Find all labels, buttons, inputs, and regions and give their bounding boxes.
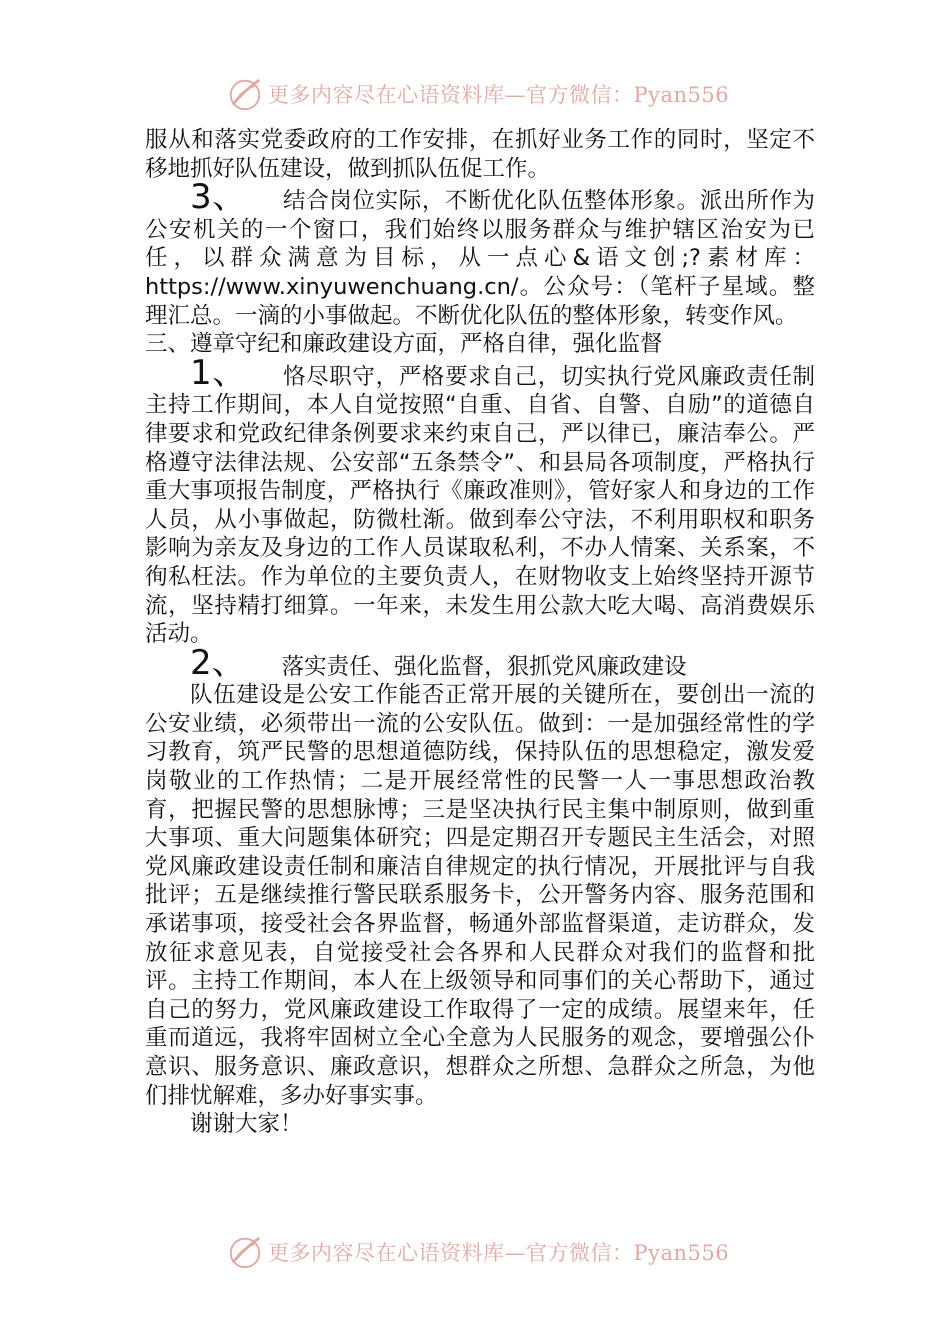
numbered-paragraph: [145, 177, 815, 330]
closing-line: 谢谢大家！: [190, 1111, 303, 1138]
footer-watermark: [226, 1232, 729, 1272]
header-watermark: [226, 74, 729, 114]
watermark-text: 更多内容尽在心语资料库—官方微信：Pyan556: [268, 83, 730, 107]
paragraph-text: 落实责任、强化监督，狠抓党风廉政建设: [281, 653, 687, 680]
paragraph-text: 恪尽职守，严格要求自己，切实执行党风廉政责任制主持工作期间，本人自觉按照“自重、自省、自警、自励”的道德自律要求和党政纪律条例要求来约束自己，严以律已，廉洁奉公。严格遵守法律法规、公安部“五条禁令”、和县局各项制度，严格执行重大事项报告制度，严格执行《廉政准则》，管好家人和身边的工作人员，从小事做起，防微杜渐。做到奉公守法，不利用职权和职务影响为亲友及身边的工作人员谋取私利，不办人情案、关系案，不徇私枉法。作为单位的主要负责人，在财物收支上始终坚持开源节流，坚持精打细算。一年来，未发生用公款大吃大喝、高消费娱乐活动。: [145, 363, 815, 648]
pen-logo-icon: [226, 75, 264, 113]
document-body: [145, 126, 815, 1139]
numbered-paragraph: [145, 642, 815, 683]
section-heading: 三、遵章守纪和廉政建设方面，严格自律，强化监督: [145, 331, 663, 358]
paragraph-text: 结合岗位实际，不断优化队伍整体形象。派出所作为公安机关的一个窗口，我们始终以服务群众与维护辖区治安为已任，以群众满意为目标，从一点心&语文创;?素材库：https://www.xinyuwenchuang.cn/。公众号：（笔杆子星域。整理汇总。一滴的小事做起。不断优化队伍的整体形象，转变作风。: [145, 188, 815, 329]
paragraph: 服从和落实党委政府的工作安排，在抓好业务工作的同时，坚定不移地抓好队伍建设，做到抓队伍促工作。: [145, 127, 815, 182]
item-number: 1、: [190, 352, 247, 393]
pen-logo-icon: [226, 1233, 264, 1271]
numbered-paragraph: [145, 352, 815, 649]
paragraph: 队伍建设是公安工作能否正常开展的关键所在，要创出一流的公安业绩，必须带出一流的公安队伍。做到：一是加强经常性的学习教育，筑严民警的思想道德防线，保持队伍的思想稳定，激发爱岗敬业的工作热情；二是开展经常性的民警一人一事思想政治教育，把握民警的思想脉博；三是坚决执行民主集中制原则，做到重大事项、重大问题集体研究；四是定期召开专题民主生活会，对照党风廉政建设责任制和廉洁自律规定的执行情况，开展批评与自我批评；五是继续推行警民联系服务卡，公开警务内容、服务范围和承诺事项，接受社会各界监督，畅通外部监督渠道，走访群众，发放征求意见表，自觉接受社会各界和人民群众对我们的监督和批评。主持工作期间，本人在上级领导和同事们的关心帮助下，通过自己的努力，党风廉政建设工作取得了一定的成绩。展望来年，任重而道远，我将牢固树立全心全意为人民服务的观念，要增强公仆意识、服务意识、廉政意识，想群众之所想、急群众之所急，为他们排忧解难，多办好事实事。: [145, 682, 815, 1109]
item-number: 3、: [190, 177, 247, 218]
watermark-text: 更多内容尽在心语资料库—官方微信：Pyan556: [268, 1241, 730, 1265]
item-number: 2、: [190, 642, 246, 683]
